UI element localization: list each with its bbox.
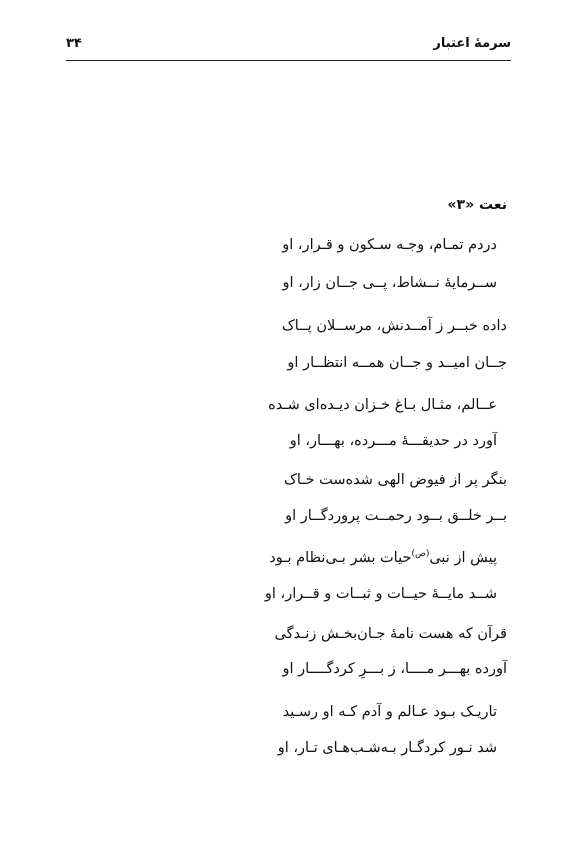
verse-line: شــد مایــهٔ حیــات و ثبــات و قــرار، او [264, 586, 497, 602]
verse-line: قرآن که هست نامهٔ جـان‌بخـش زنـدگی [274, 626, 507, 642]
verse-line: شد نـور کردگـار بـه‌شـب‌هـای تـار، او [277, 740, 497, 756]
honorific-mark: (ص) [411, 549, 430, 559]
verse-line: عــالم، مثـال بـاغ خـزان دیـده‌ای شـده [268, 397, 497, 413]
verse-line: داده خبــر ز آمــدنش، مرســلان پــاک [281, 318, 507, 334]
verse-line: بنگر پر از فیوض الهی شده‌ست خـاک [283, 472, 507, 488]
verse-line: آورد در حدیقـــهٔ مـــرده، بهـــار، او [289, 433, 497, 449]
verse-line [269, 549, 497, 566]
verse-line: تاریـک بـود عـالم و آدم کـه او رسـید [282, 704, 497, 720]
page-number: ۳۴ [66, 36, 82, 51]
section-title: نعت «۳» [447, 197, 507, 213]
running-header [66, 36, 511, 60]
book-title: سرمهٔ اعتبار [433, 36, 511, 51]
verse-line: ســرمایهٔ نــشاط، پــی جــان زار، او [282, 275, 497, 291]
verse-line: جــان امیــد و جــان همــه انتظــار او [287, 355, 507, 371]
verse-line: دردم تمـام، وجـه سـکون و قـرار، او [282, 237, 497, 253]
verse-line: بــر خلــق بــود رحمــت پروردگــار او [285, 508, 507, 524]
verse-text: حیات بشر بـی‌نظام بـود [269, 549, 412, 566]
verse-text: پیش از نبی [429, 549, 497, 566]
verse-line: آورده بهـــر مــــا، ز بـــرِ کردگــــار او [282, 661, 507, 677]
header-divider [66, 60, 511, 61]
